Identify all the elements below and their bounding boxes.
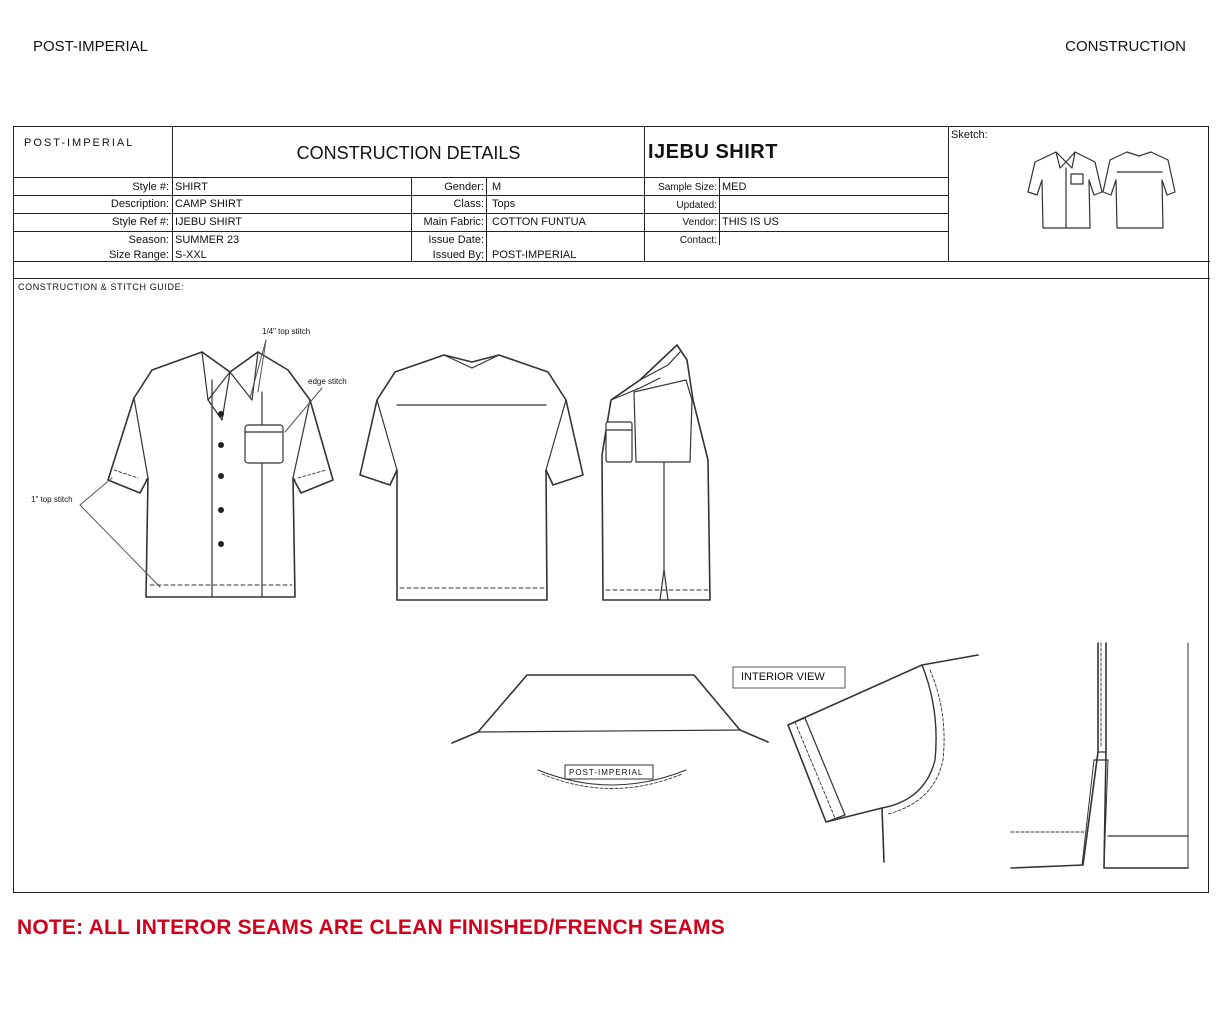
side-vent-detail-drawing	[1011, 643, 1188, 868]
class-label: Class:	[453, 198, 484, 210]
stitch-guide-label: CONSTRUCTION & STITCH GUIDE:	[18, 282, 185, 292]
sketch-front-thumbnail	[1028, 152, 1102, 228]
quarter-top-stitch-callout: 1/4" top stitch	[262, 327, 311, 336]
issued-by-label: Issued By:	[432, 249, 484, 261]
contact-label: Contact:	[679, 235, 717, 246]
sheet-title: CONSTRUCTION DETAILS	[296, 143, 521, 163]
sketch-label: Sketch:	[951, 129, 988, 141]
header-section: CONSTRUCTION	[1065, 38, 1186, 55]
product-name: IJEBU SHIRT	[648, 141, 778, 163]
size-range-label: Size Range:	[109, 249, 169, 261]
edge-stitch-callout: edge stitch	[308, 377, 347, 386]
description-value: CAMP SHIRT	[175, 198, 243, 210]
seam-finish-note: NOTE: ALL INTEROR SEAMS ARE CLEAN FINISHED/FRENCH SEAMS	[17, 916, 725, 939]
main-fabric-label: Main Fabric:	[423, 216, 484, 228]
issue-date-label: Issue Date:	[428, 234, 484, 246]
size-range-value: S-XXL	[175, 249, 207, 261]
sample-size-value: MED	[722, 181, 747, 193]
interior-view-label: INTERIOR VIEW	[741, 671, 825, 683]
style-number-value: SHIRT	[175, 181, 208, 193]
issued-by-value: POST-IMPERIAL	[492, 249, 577, 261]
header-brand: POST-IMPERIAL	[33, 38, 149, 55]
neck-label-text: POST-IMPERIAL	[569, 768, 644, 777]
style-ref-value: IJEBU SHIRT	[175, 216, 243, 228]
style-number-label: Style #:	[132, 181, 169, 193]
gender-value: M	[492, 181, 502, 193]
description-label: Description:	[110, 198, 169, 210]
sketch-back-thumbnail	[1103, 152, 1175, 228]
style-ref-label: Style Ref #:	[112, 216, 169, 228]
brand-logo: POST-IMPERIAL	[24, 137, 135, 149]
one-inch-top-stitch-callout: 1" top stitch	[31, 495, 73, 504]
gender-label: Gender:	[444, 181, 484, 193]
back-shirt-drawing	[360, 355, 583, 600]
vendor-label: Vendor:	[682, 217, 717, 228]
season-value: SUMMER 23	[175, 234, 240, 246]
sample-size-label: Sample Size:	[658, 182, 717, 193]
side-shirt-drawing	[602, 345, 710, 600]
vendor-value: THIS IS US	[722, 216, 779, 228]
updated-label: Updated:	[676, 200, 717, 211]
main-fabric-value: COTTON FUNTUA	[492, 216, 586, 228]
class-value: Tops	[492, 198, 516, 210]
season-label: Season:	[128, 234, 169, 246]
